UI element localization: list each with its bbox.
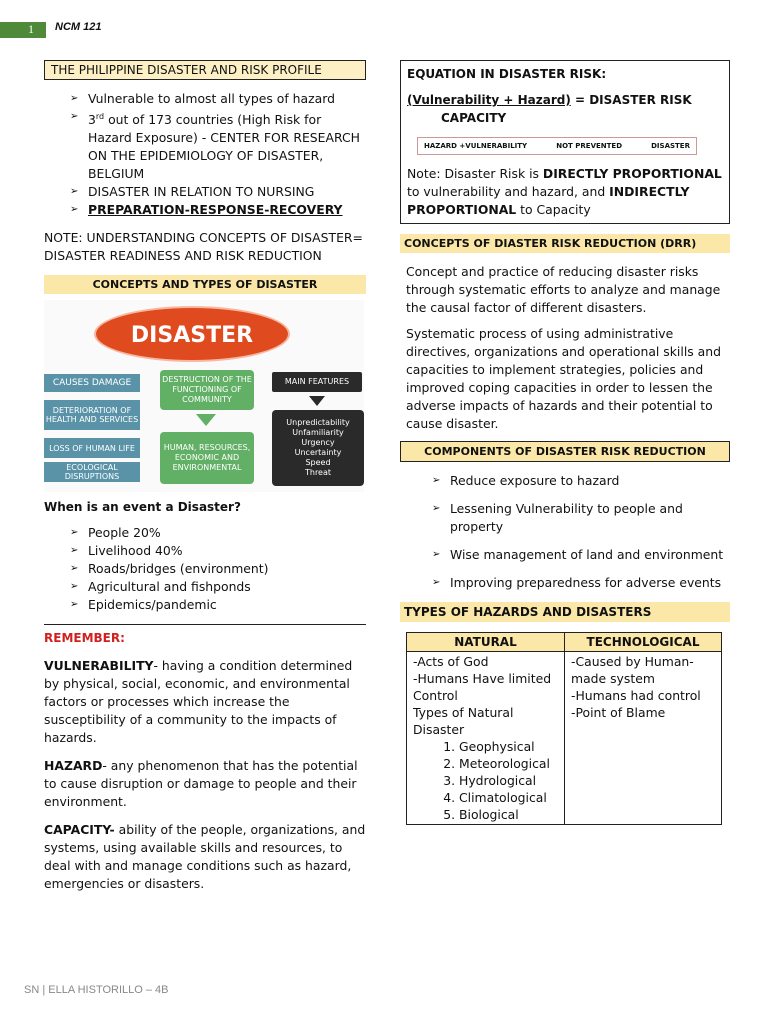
page-number: 1 bbox=[28, 22, 34, 36]
flow-step: HAZARD +VULNERABILITY bbox=[424, 142, 528, 150]
list-item: ➢ Agricultural and fishponds bbox=[70, 579, 251, 595]
arrow-bullet-icon: ➢ bbox=[432, 549, 441, 560]
disaster-diagram bbox=[44, 300, 364, 492]
diagram-main-features: MAIN FEATURES bbox=[272, 372, 362, 392]
table-header-natural: NATURAL bbox=[407, 633, 565, 652]
table-header-technological: TECHNOLOGICAL bbox=[565, 633, 722, 652]
components-title: COMPONENTS OF DISASTER RISK REDUCTION bbox=[400, 441, 730, 462]
when-title: When is an event a Disaster? bbox=[44, 500, 241, 515]
down-arrow-icon bbox=[196, 414, 216, 426]
arrow-bullet-icon: ➢ bbox=[432, 503, 441, 514]
remember-label: REMEMBER: bbox=[44, 631, 125, 646]
feature-item: Unpredictability bbox=[286, 418, 350, 428]
list-item: 5. Biological bbox=[459, 806, 558, 823]
left-column bbox=[44, 60, 366, 893]
list-item: ➢ Epidemics/pandemic bbox=[70, 597, 217, 613]
page-number-tab bbox=[0, 22, 46, 38]
arrow-bullet-icon: ➢ bbox=[70, 93, 79, 104]
equation-capacity: CAPACITY bbox=[441, 111, 507, 125]
arrow-bullet-icon: ➢ bbox=[432, 475, 441, 486]
arrow-bullet-icon: ➢ bbox=[70, 111, 79, 122]
arrow-bullet-icon: ➢ bbox=[70, 186, 79, 198]
list-item: ➢ Lessening Vulnerability to people and property bbox=[432, 501, 683, 534]
feature-item: Threat bbox=[304, 468, 332, 478]
flow-step: DISASTER bbox=[651, 142, 690, 150]
diagram-destruction: DESTRUCTION OF THE FUNCTIONING OF COMMUNITY bbox=[160, 370, 254, 410]
capacity-definition: CAPACITY- ability of the people, organizations, and systems, using available skills and resources, to deal with and manage conditions such as hazard, emergencies or disasters. bbox=[44, 822, 366, 892]
diagram-ecological: ECOLOGICAL DISRUPTIONS bbox=[44, 462, 140, 482]
down-arrow-icon bbox=[309, 396, 325, 406]
components-list bbox=[430, 472, 730, 592]
list-item: ➢ Livelihood 40% bbox=[70, 543, 183, 559]
list-item: ➢ DISASTER IN RELATION TO NURSING bbox=[70, 184, 315, 200]
diagram-causes: CAUSES DAMAGE bbox=[44, 374, 140, 392]
drr-paragraph-2: Systematic process of using administrative directives, organizations and operational skills and capacities to implement strategies, policies and improved coping capacities in order to lessen the adverse impacts of hazards and their potential to cause disaster. bbox=[406, 326, 721, 431]
drr-title: CONCEPTS OF DIASTER RISK REDUCTION (DRR) bbox=[400, 234, 730, 253]
list-item: ➢ Roads/bridges (environment) bbox=[70, 561, 269, 577]
proportion-note: Note: Disaster Risk is DIRECTLY PROPORTIONAL to vulnerability and hazard, and INDIRECTLY PROPORTIONAL to Capacity bbox=[407, 166, 722, 217]
course-code: NCM 121 bbox=[55, 21, 102, 33]
arrow-bullet-icon: ➢ bbox=[70, 545, 79, 557]
arrow-bullet-icon: ➢ bbox=[70, 527, 79, 539]
list-item: ➢ PREPARATION-RESPONSE-RECOVERY bbox=[70, 202, 343, 218]
list-item: ➢ Improving preparedness for adverse events bbox=[432, 575, 722, 590]
list-item: 3. Hydrological bbox=[459, 772, 558, 789]
diagram-resources: HUMAN, RESOURCES, ECONOMIC AND ENVIRONMENTAL bbox=[160, 432, 254, 484]
list-item: ➢ 3rd out of 173 countries (High Risk for Hazard Exposure) - CENTER FOR RESEARCH ON THE EPIDEMIOLOGY OF DISASTER, BELGIUM bbox=[68, 108, 366, 183]
diagram-deterioration: DETERIORATION OF HEALTH AND SERVICES bbox=[44, 400, 140, 430]
diagram-main-oval: DISASTER bbox=[94, 306, 290, 362]
list-item: 4. Climatological bbox=[459, 789, 558, 806]
hazard-types-table bbox=[406, 632, 722, 825]
profile-title: THE PHILIPPINE DISASTER AND RISK PROFILE bbox=[44, 60, 366, 80]
vulnerability-definition: VULNERABILITY- having a condition determined by physical, social, economic, and environmental factors or processes which increase the susceptibility of a community to the impacts of hazards. bbox=[44, 658, 353, 746]
diagram-features-list bbox=[272, 410, 364, 486]
note-text: NOTE: UNDERSTANDING CONCEPTS OF DISASTER= DISASTER READINESS AND RISK REDUCTION bbox=[44, 230, 363, 264]
types-title: TYPES OF HAZARDS AND DISASTERS bbox=[400, 602, 730, 622]
flow-step: NOT PREVENTED bbox=[556, 142, 622, 150]
natural-cell: -Acts of God -Humans Have limited Control Types of Natural Disaster 1. Geophysical 2. Meteorological 3. Hydrological 4. Climatological 5. Biological bbox=[407, 652, 565, 825]
feature-item: Speed bbox=[305, 458, 331, 468]
equation-box bbox=[400, 60, 730, 224]
page-footer: SN | ELLA HISTORILLO – 4B bbox=[24, 984, 169, 996]
divider bbox=[44, 624, 366, 625]
hazard-definition: HAZARD- any phenomenon that has the potential to cause disruption or damage to people and their environment. bbox=[44, 758, 358, 810]
list-item: ➢ Vulnerable to almost all types of hazard bbox=[70, 91, 335, 106]
list-item: ➢ Wise management of land and environment bbox=[432, 547, 724, 562]
rank-number: 3 bbox=[88, 112, 96, 128]
arrow-bullet-icon: ➢ bbox=[432, 577, 441, 588]
drr-paragraph-1: Concept and practice of reducing disaster risks through systematic efforts to analyze and manage the causal factor of different disasters. bbox=[406, 264, 721, 315]
arrow-bullet-icon: ➢ bbox=[70, 599, 79, 611]
list-item: 2. Meteorological bbox=[459, 755, 558, 772]
equation-line: (Vulnerability + Hazard) = DISASTER RISK bbox=[407, 93, 692, 107]
natural-types-list bbox=[413, 738, 558, 823]
when-list bbox=[68, 524, 366, 614]
profile-list bbox=[68, 90, 366, 219]
list-item: 1. Geophysical bbox=[459, 738, 558, 755]
arrow-bullet-icon: ➢ bbox=[70, 581, 79, 593]
feature-item: Unfamiliarity bbox=[292, 428, 344, 438]
feature-item: Uncertainty bbox=[294, 448, 342, 458]
technological-cell: -Caused by Human-made system -Humans had control -Point of Blame bbox=[565, 652, 722, 825]
diagram-loss: LOSS OF HUMAN LIFE bbox=[44, 438, 140, 458]
equation-flow-bar bbox=[417, 137, 697, 155]
arrow-bullet-icon: ➢ bbox=[70, 563, 79, 575]
equation-title: EQUATION IN DISASTER RISK: bbox=[407, 67, 607, 81]
feature-item: Urgency bbox=[301, 438, 335, 448]
list-item: ➢ People 20% bbox=[70, 525, 161, 541]
arrow-bullet-icon: ➢ bbox=[70, 204, 79, 216]
concepts-title: CONCEPTS AND TYPES OF DISASTER bbox=[44, 275, 366, 294]
list-item: ➢ Reduce exposure to hazard bbox=[432, 473, 620, 488]
rank-suffix: rd bbox=[95, 112, 105, 121]
right-column bbox=[400, 60, 730, 825]
